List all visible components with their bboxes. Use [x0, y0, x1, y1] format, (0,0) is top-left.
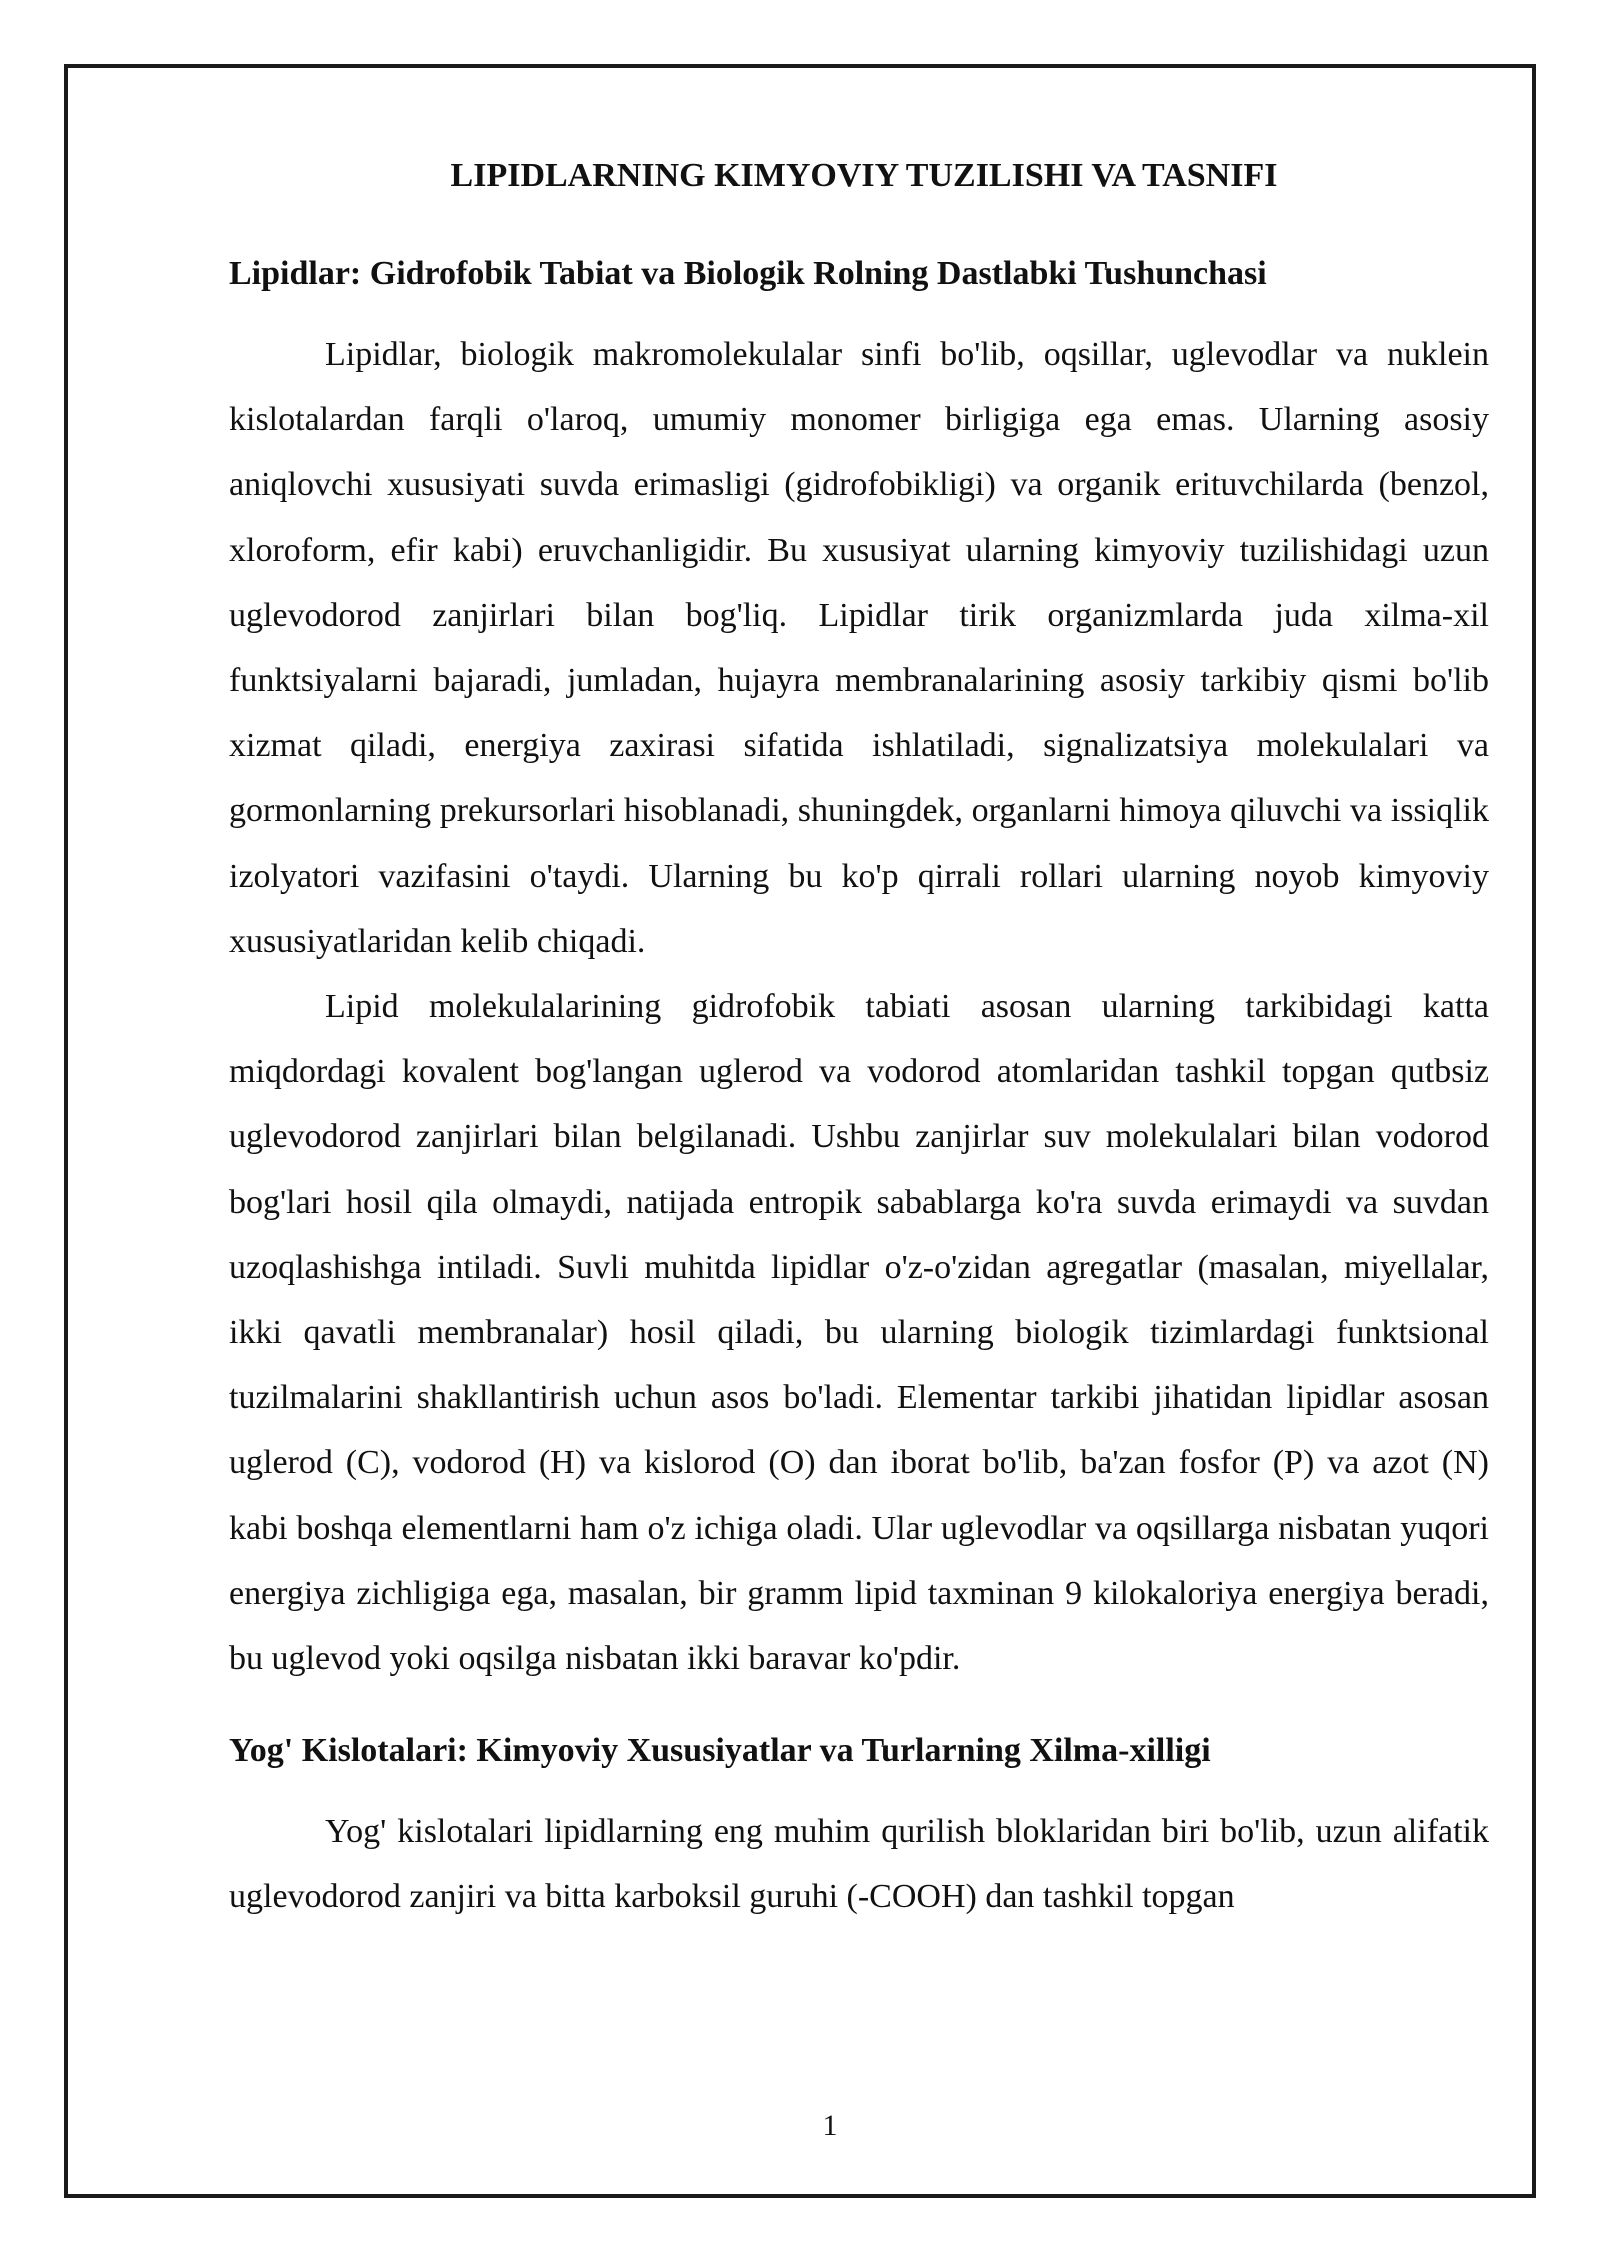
paragraph: Lipidlar, biologik makromolekulalar sinfi bo'lib, oqsillar, uglevodlar va nuklein kislotalardan farqli o'laroq, umumiy monomer birligiga ega emas. Ularning asosiy aniqlovchi xususiyati suvda erimasligi (gidrofobikligi) va organik erituvchilarda (benzol, xloroform, efir kabi) eruvchanligidir. Bu xususiyat ularning kimyoviy tuzilishidagi uzun uglevodorod zanjirlari bilan bog'liq. Lipidlar tirik organizmlarda juda xilma-xil funktsiyalarni bajaradi, jumladan, hujayra membranalarining asosiy tarkibiy qismi bo'lib xizmat qiladi, energiya zaxirasi sifatida ishlatiladi, signalizatsiya molekulalari va gormonlarning prekursorlari hisoblanadi, shuningdek, organlarni himoya qiluvchi va issiqlik izolyatori vazifasini o'taydi. Ularning bu ko'p qirrali rollari ularning noyob kimyoviy xususiyatlaridan kelib chiqadi.	[229, 336, 1489, 960]
paragraph: Yog' kislotalari lipidlarning eng muhim qurilish bloklaridan biri bo'lib, uzun alifatik uglevodorod zanjiri va bitta karboksil guruhi (-COOH) dan tashkil topgan	[229, 1813, 1489, 1916]
section-heading-fatty-acids: Yog' Kislotalari: Kimyoviy Xususiyatlar va Turlarning Xilma-xilligi	[229, 1732, 1211, 1770]
document-title: LIPIDLARNING KIMYOVIY TUZILISHI VA TASNIFI	[450, 157, 1278, 194]
section-heading-lipids: Lipidlar: Gidrofobik Tabiat va Biologik Rolning Dastlabki Tushunchasi	[229, 255, 1267, 292]
document-body	[229, 150, 1489, 1930]
paragraph: Lipid molekulalarining gidrofobik tabiati asosan ularning tarkibidagi katta miqdordagi kovalent bog'langan uglerod va vodorod atomlaridan tashkil topgan qutbsiz uglevodorod zanjirlari bilan belgilanadi. Ushbu zanjirlar suv molekulalari bilan vodorod bog'lari hosil qila olmaydi, natijada entropik sabablarga ko'ra suvda erimaydi va suvdan uzoqlashishga intiladi. Suvli muhitda lipidlar o'z-o'zidan agregatlar (masalan, miyellalar, ikki qavatli membranalar) hosil qiladi, bu ularning biologik tizimlardagi funktsional tuzilmalarini shakllantirish uchun asos bo'ladi. Elementar tarkibi jihatidan lipidlar asosan uglerod (C), vodorod (H) va kislorod (O) dan iborat bo'lib, ba'zan fosfor (P) va azot (N) kabi boshqa elementlarni ham o'z ichiga oladi. Ular uglevodlar va oqsillarga nisbatan yuqori energiya zichligiga ega, masalan, bir gramm lipid taxminan 9 kilokaloriya energiya beradi, bu uglevod yoki oqsilga nisbatan ikki baravar ko'pdir.	[229, 988, 1489, 1678]
page-number: 1	[822, 2109, 838, 2142]
